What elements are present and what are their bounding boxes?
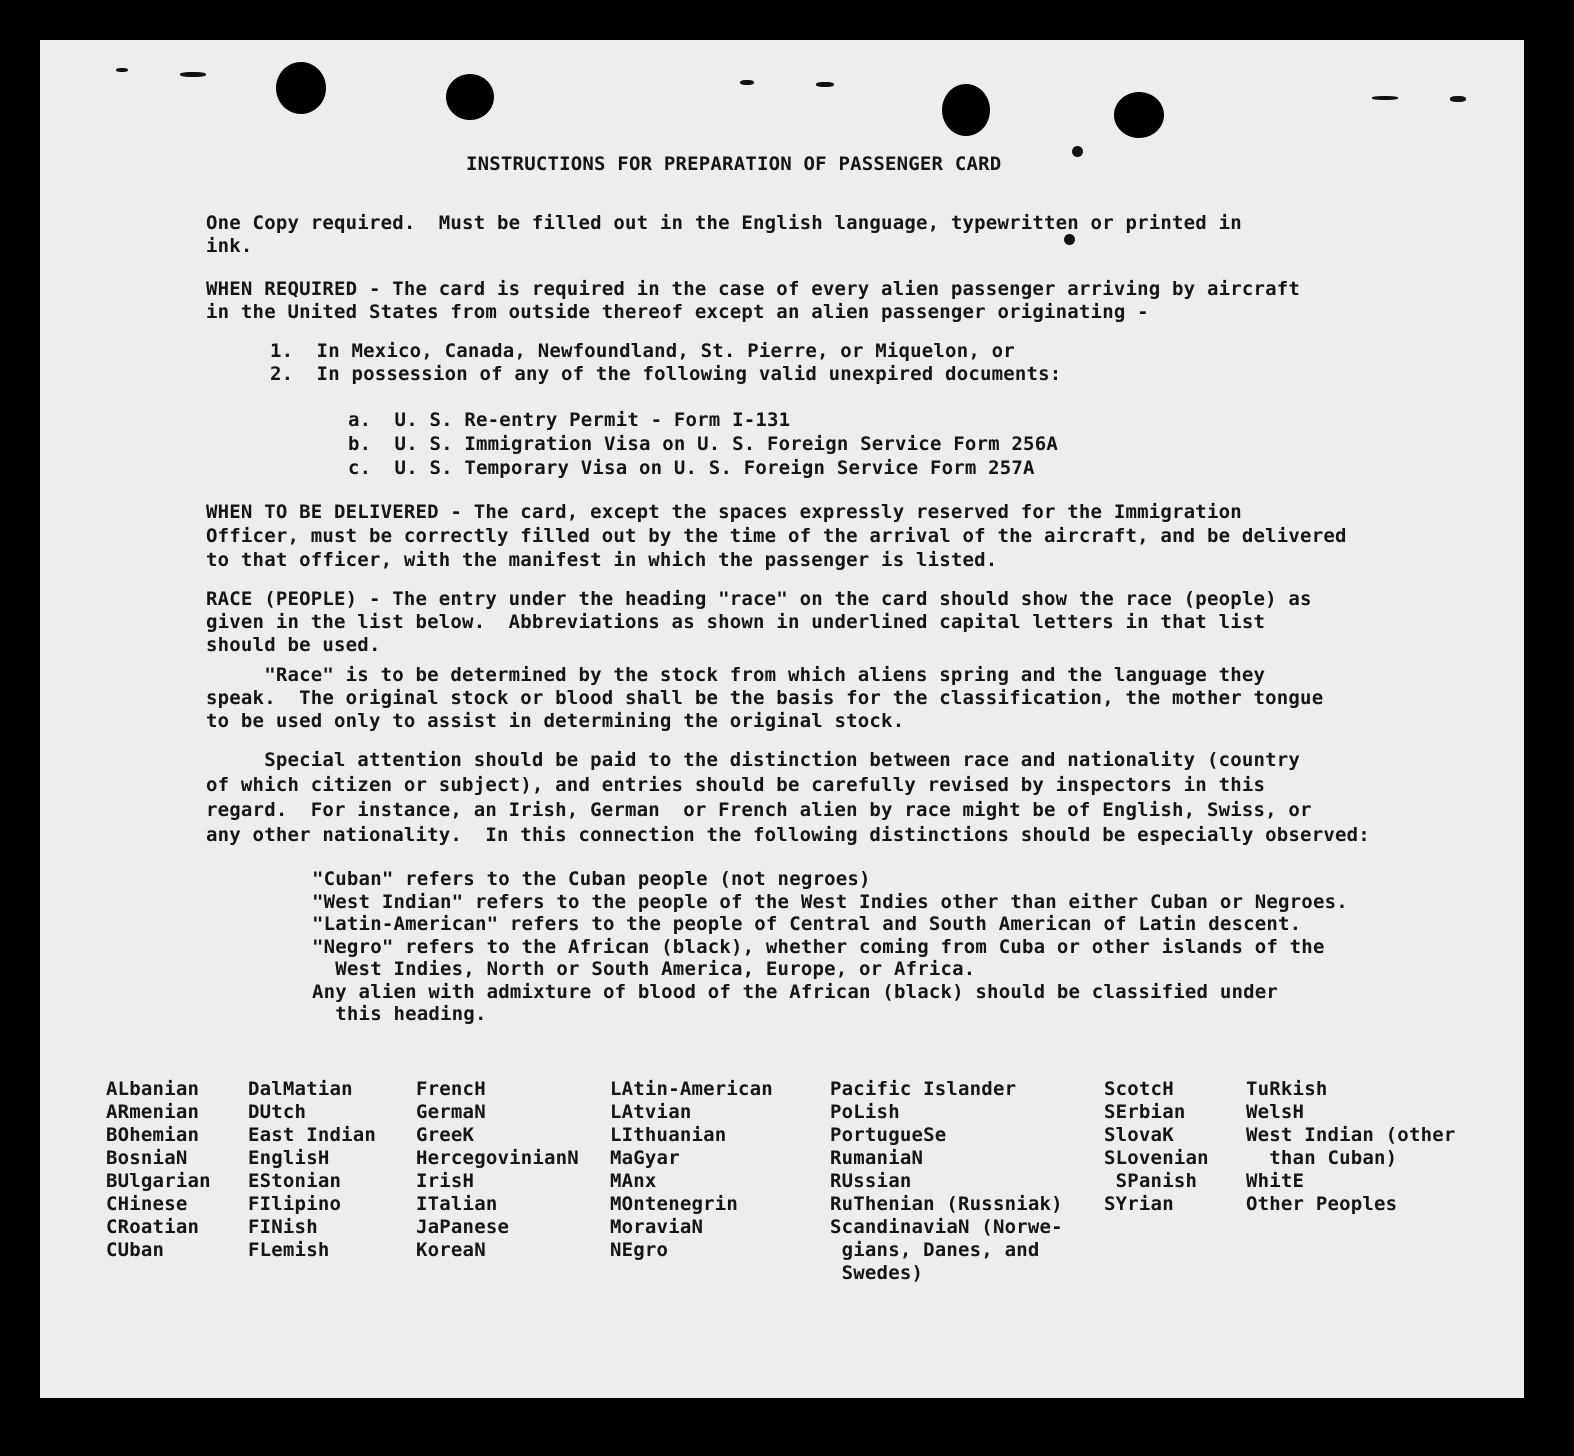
ink-speck — [180, 72, 206, 77]
stock-paragraph: "Race" is to be determined by the stock from which aliens spring and the language they speak. The original stock or blood shall be the basis for the classification, the mother tongue to be used only to assist in determining the original stock. — [206, 664, 1324, 732]
race-column-6: ScotcH SErbian SlovaK SLovenian SPanish SYrian — [1104, 1078, 1209, 1215]
race-column-5: Pacific Islander PoLish PortugueSe RumaniaN RUssian RuThenian (Russniak) ScandinaviaN (Norwe- gians, Danes, and Swedes) — [830, 1078, 1063, 1284]
document-sublist: a. U. S. Re-entry Permit - Form I-131 b. U. S. Immigration Visa on U. S. Foreign Service Form 256A c. U. S. Temporary Visa on U. S. Foreign Service Form 257A — [348, 409, 1058, 479]
race-column-7: TuRkish WelsH West Indian (other than Cuban) WhitE Other Peoples — [1246, 1078, 1456, 1215]
ink-speck — [816, 82, 834, 87]
page-title: INSTRUCTIONS FOR PREPARATION OF PASSENGER CARD — [466, 153, 1002, 175]
when-delivered-paragraph: WHEN TO BE DELIVERED - The card, except the spaces expressly reserved for the Immigration Officer, must be correctly filled out by the time of the arrival of the aircraft, and be delivered to that officer, with the manifest in which the passenger is listed. — [206, 501, 1347, 571]
race-column-3: FrencH GermaN GreeK HercegovinianN IrisH ITalian JaPanese KoreaN — [416, 1078, 579, 1261]
ink-speck — [1072, 146, 1083, 157]
punch-hole — [942, 84, 990, 136]
when-required-paragraph: WHEN REQUIRED - The card is required in the case of every alien passenger arriving by aircraft in the United States from outside thereof except an alien passenger originating - — [206, 278, 1301, 323]
ink-speck — [116, 68, 128, 72]
race-column-2: DalMatian DUtch East Indian EnglisH EStonian FIlipino FINish FLemish — [248, 1078, 377, 1261]
punch-hole — [446, 74, 494, 120]
document-page — [40, 40, 1524, 1398]
ink-speck — [740, 80, 754, 85]
intro-paragraph: One Copy required. Must be filled out in the English language, typewritten or printed in ink. — [206, 212, 1242, 257]
race-column-4: LAtin-American LAtvian LIthuanian MaGyar MAnx MOntenegrin MoraviaN NEgro — [610, 1078, 773, 1261]
distinctions-list: "Cuban" refers to the Cuban people (not negroes) "West Indian" refers to the people of the West Indies other than either Cuban or Negroes. "Latin-American" refers to the people of Central and South American of Latin descent. "Negro" refers to the African (black), whether coming from Cuba or other islands of the West Indies, North or South America, Europe, or Africa. Any alien with admixture of blood of the African (black) should be classified under this heading. — [312, 868, 1348, 1025]
when-required-list: 1. In Mexico, Canada, Newfoundland, St. Pierre, or Miquelon, or 2. In possession of any of the following valid unexpired documents: — [270, 340, 1062, 385]
punch-hole — [276, 62, 326, 114]
attention-paragraph: Special attention should be paid to the distinction between race and nationality (country of which citizen or subject), and entries should be carefully revised by inspectors in this regard. For instance, an Irish, German or French alien by race might be of English, Swiss, or any other nationality. In this connection the following distinctions should be especially observed: — [206, 749, 1370, 846]
race-column-1: ALbanian ARmenian BOhemian BosniaN BUlgarian CHinese CRoatian CUban — [106, 1078, 211, 1261]
punch-hole — [1114, 92, 1164, 138]
race-paragraph: RACE (PEOPLE) - The entry under the heading "race" on the card should show the race (people) as given in the list below. Abbreviations as shown in underlined capital letters in that list should be used. — [206, 588, 1312, 656]
ink-speck — [1450, 96, 1466, 102]
ink-speck — [1372, 96, 1398, 100]
